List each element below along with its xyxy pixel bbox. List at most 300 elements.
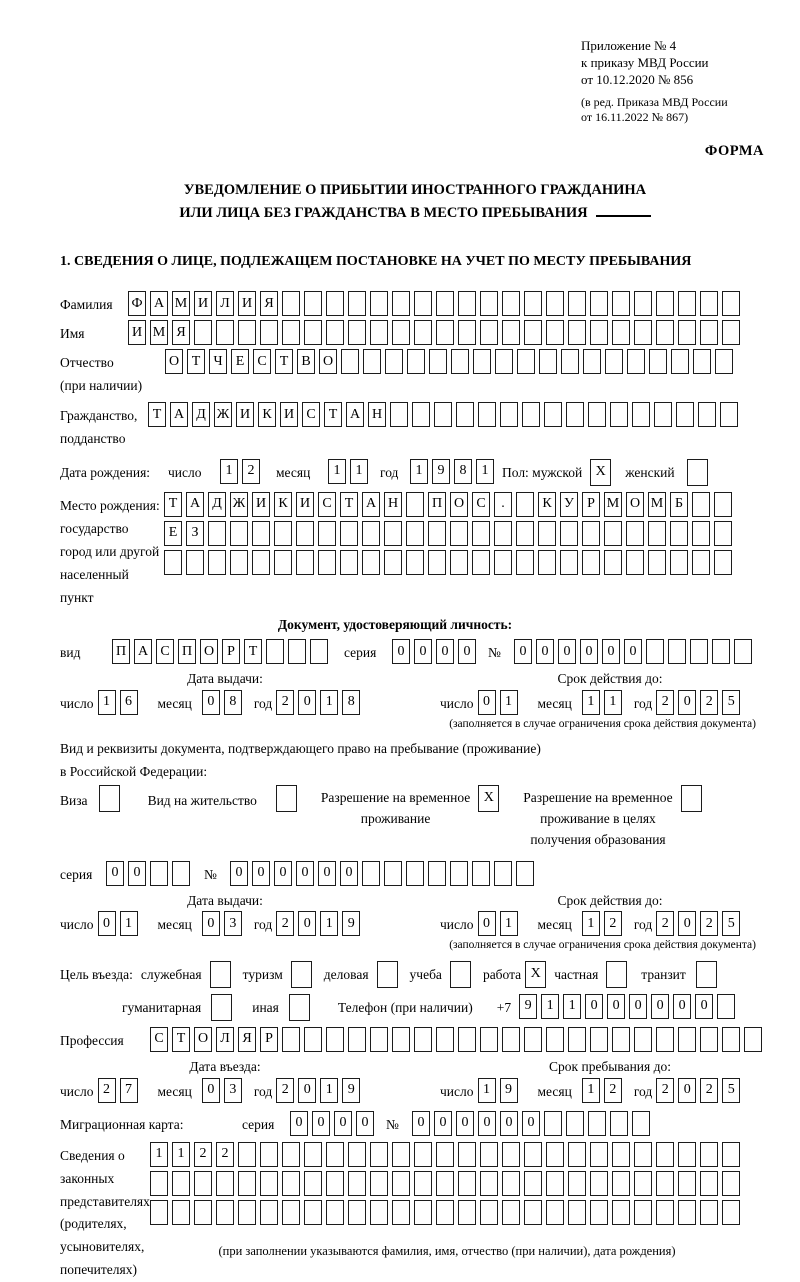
char-cell bbox=[384, 550, 402, 575]
char-cell bbox=[230, 521, 248, 546]
purpose-humanitarian-label: гуманитарная bbox=[122, 1000, 202, 1016]
char-cell: 0 bbox=[624, 639, 642, 664]
doc-series-cells bbox=[392, 639, 480, 664]
char-cell bbox=[656, 1027, 674, 1052]
birth-place-cells-row1 bbox=[164, 492, 736, 517]
char-cell bbox=[428, 521, 446, 546]
char-cell: С bbox=[156, 639, 174, 664]
char-cell: Р bbox=[222, 639, 240, 664]
char-cell: 1 bbox=[350, 459, 368, 484]
char-cell bbox=[744, 1027, 762, 1052]
char-cell bbox=[362, 521, 380, 546]
char-cell bbox=[414, 1171, 432, 1196]
expiry-date-heading: Срок действия до: bbox=[557, 892, 663, 908]
char-cell: 1 bbox=[320, 690, 338, 715]
char-cell bbox=[348, 1171, 366, 1196]
temp-permit-checkbox bbox=[478, 785, 503, 812]
char-cell bbox=[318, 521, 336, 546]
char-cell bbox=[714, 521, 732, 546]
char-cell bbox=[516, 550, 534, 575]
char-cell bbox=[172, 1171, 190, 1196]
char-cell: И bbox=[194, 291, 212, 316]
residence-permit-label: Вид на жительство bbox=[147, 792, 257, 808]
char-cell bbox=[692, 550, 710, 575]
char-cell bbox=[326, 1200, 344, 1225]
patronymic-cells bbox=[165, 349, 737, 374]
char-cell bbox=[678, 1027, 696, 1052]
char-cell: 5 bbox=[722, 690, 740, 715]
char-cell: 0 bbox=[500, 1111, 518, 1136]
char-cell bbox=[626, 550, 644, 575]
day-label: число bbox=[440, 1083, 474, 1099]
char-cell bbox=[370, 291, 388, 316]
char-cell bbox=[502, 291, 520, 316]
char-cell bbox=[150, 1200, 168, 1225]
char-cell bbox=[568, 291, 586, 316]
char-cell bbox=[172, 1200, 190, 1225]
char-cell: 2 bbox=[604, 911, 622, 936]
day-label: число bbox=[60, 1083, 94, 1099]
char-cell bbox=[429, 349, 447, 374]
form-label: ФОРМА bbox=[704, 142, 764, 159]
char-cell: 1 bbox=[604, 690, 622, 715]
char-cell bbox=[362, 861, 380, 886]
char-cell: 0 bbox=[536, 639, 554, 664]
purpose-tourism-label: туризм bbox=[242, 967, 283, 983]
char-cell bbox=[516, 521, 534, 546]
char-cell: Д bbox=[208, 492, 226, 517]
arrival-month-cells bbox=[202, 1078, 246, 1103]
char-cell: 0 bbox=[312, 1111, 330, 1136]
issue-date-heading: Дата выдачи: bbox=[187, 671, 263, 687]
char-cell bbox=[304, 1200, 322, 1225]
char-cell bbox=[654, 402, 672, 427]
sex-male-checkbox bbox=[590, 459, 615, 486]
purpose-tourism-checkbox bbox=[291, 961, 316, 988]
char-cell bbox=[722, 291, 740, 316]
char-cell bbox=[370, 1200, 388, 1225]
char-cell bbox=[568, 1027, 586, 1052]
char-cell bbox=[450, 521, 468, 546]
char-cell bbox=[480, 320, 498, 345]
purpose-label: Цель въезда: bbox=[60, 967, 133, 983]
char-cell bbox=[480, 1142, 498, 1167]
char-cell bbox=[632, 402, 650, 427]
char-cell bbox=[692, 492, 710, 517]
char-cell: М bbox=[172, 291, 190, 316]
residence-doc-intro1: Вид и реквизиты документа, подтверждающего право на пребывание (проживание) bbox=[60, 740, 541, 756]
char-cell bbox=[590, 1171, 608, 1196]
char-cell bbox=[318, 550, 336, 575]
char-cell bbox=[370, 1142, 388, 1167]
char-cell bbox=[370, 1171, 388, 1196]
char-cell bbox=[276, 785, 297, 812]
char-cell bbox=[494, 550, 512, 575]
char-cell bbox=[238, 1142, 256, 1167]
char-cell bbox=[230, 550, 248, 575]
char-cell bbox=[340, 550, 358, 575]
char-cell: Т bbox=[148, 402, 166, 427]
representatives-cells-row3 bbox=[150, 1200, 744, 1225]
purpose-work-checkbox bbox=[525, 961, 550, 988]
char-cell bbox=[524, 320, 542, 345]
char-cell: 0 bbox=[456, 1111, 474, 1136]
char-cell bbox=[472, 550, 490, 575]
char-cell: 0 bbox=[202, 1078, 220, 1103]
char-cell bbox=[304, 1142, 322, 1167]
purpose-commercial-label: деловая bbox=[323, 967, 369, 983]
char-cell: 1 bbox=[98, 690, 116, 715]
residence-doc-number-row bbox=[60, 861, 770, 886]
month-label: месяц bbox=[537, 917, 572, 933]
char-cell: 0 bbox=[673, 994, 691, 1019]
char-cell bbox=[326, 1171, 344, 1196]
char-cell bbox=[414, 1027, 432, 1052]
section1-heading: 1. СВЕДЕНИЯ О ЛИЦЕ, ПОДЛЕЖАЩЕМ ПОСТАНОВКЕ НА УЧЕТ ПО МЕСТУ ПРЕБЫВАНИЯ bbox=[60, 254, 692, 270]
char-cell: 5 bbox=[722, 1078, 740, 1103]
char-cell bbox=[648, 521, 666, 546]
char-cell bbox=[266, 639, 284, 664]
char-cell bbox=[560, 521, 578, 546]
char-cell bbox=[568, 320, 586, 345]
char-cell: Я bbox=[260, 291, 278, 316]
char-cell bbox=[700, 1027, 718, 1052]
char-cell bbox=[612, 320, 630, 345]
char-cell bbox=[310, 639, 328, 664]
char-cell: А bbox=[346, 402, 364, 427]
char-cell bbox=[288, 639, 306, 664]
char-cell: 0 bbox=[695, 994, 713, 1019]
char-cell bbox=[274, 550, 292, 575]
appendix-block bbox=[581, 38, 766, 126]
purpose-private-label: частная bbox=[554, 967, 599, 983]
char-cell bbox=[436, 291, 454, 316]
char-cell: 8 bbox=[454, 459, 472, 484]
char-cell bbox=[634, 1027, 652, 1052]
char-cell bbox=[406, 521, 424, 546]
char-cell: 1 bbox=[582, 1078, 600, 1103]
representatives-caption: (при заполнении указываются фамилия, имя, отчество (при наличии), дата рождения) bbox=[218, 1243, 676, 1258]
char-cell bbox=[627, 349, 645, 374]
char-cell bbox=[612, 1142, 630, 1167]
char-cell: 1 bbox=[328, 459, 346, 484]
char-cell bbox=[304, 1171, 322, 1196]
char-cell: 0 bbox=[522, 1111, 540, 1136]
purpose-other-checkbox bbox=[289, 994, 314, 1021]
char-cell: 0 bbox=[678, 690, 696, 715]
char-cell: Т bbox=[244, 639, 262, 664]
surname-label: Фамилия bbox=[60, 297, 113, 313]
char-cell bbox=[390, 402, 408, 427]
char-cell bbox=[392, 1171, 410, 1196]
purpose-business-checkbox bbox=[210, 961, 235, 988]
char-cell bbox=[208, 521, 226, 546]
char-cell: 0 bbox=[436, 639, 454, 664]
char-cell: Р bbox=[582, 492, 600, 517]
char-cell bbox=[690, 639, 708, 664]
issue-year-cells bbox=[276, 690, 364, 715]
char-cell bbox=[450, 550, 468, 575]
char-cell: 0 bbox=[478, 690, 496, 715]
given-name-row bbox=[60, 320, 770, 345]
char-cell bbox=[238, 1200, 256, 1225]
amendment-line: (в ред. Приказа МВД России bbox=[581, 94, 728, 109]
char-cell bbox=[606, 961, 627, 988]
arrival-date-heading: Дата въезда: bbox=[189, 1059, 261, 1075]
char-cell: 2 bbox=[242, 459, 260, 484]
char-cell: 0 bbox=[296, 861, 314, 886]
char-cell: И bbox=[236, 402, 254, 427]
char-cell bbox=[164, 550, 182, 575]
char-cell bbox=[451, 349, 469, 374]
char-cell: 6 bbox=[120, 690, 138, 715]
char-cell: 0 bbox=[318, 861, 336, 886]
char-cell bbox=[252, 521, 270, 546]
surname-cells bbox=[128, 291, 744, 316]
char-cell: 0 bbox=[478, 1111, 496, 1136]
day-label: число bbox=[440, 695, 474, 711]
migration-series-label: серия bbox=[242, 1116, 275, 1132]
char-cell bbox=[428, 861, 446, 886]
char-cell bbox=[678, 1200, 696, 1225]
char-cell: П bbox=[112, 639, 130, 664]
visa-option bbox=[60, 785, 124, 812]
month-label: месяц bbox=[537, 1083, 572, 1099]
phone-label: Телефон (при наличии) bbox=[337, 1000, 473, 1016]
doc-series-label: серия bbox=[344, 645, 377, 661]
doc-number-label: № bbox=[488, 645, 501, 661]
char-cell bbox=[502, 320, 520, 345]
birth-year-cells bbox=[410, 459, 498, 484]
char-cell: 1 bbox=[220, 459, 238, 484]
char-cell: 2 bbox=[700, 1078, 718, 1103]
char-cell bbox=[274, 521, 292, 546]
char-cell bbox=[370, 1027, 388, 1052]
char-cell bbox=[210, 961, 231, 988]
char-cell bbox=[326, 1027, 344, 1052]
char-cell bbox=[546, 1142, 564, 1167]
char-cell bbox=[722, 1142, 740, 1167]
migration-number-label: № bbox=[386, 1116, 399, 1132]
char-cell bbox=[362, 550, 380, 575]
char-cell bbox=[194, 1171, 212, 1196]
char-cell: 2 bbox=[604, 1078, 622, 1103]
char-cell: П bbox=[178, 639, 196, 664]
month-label: месяц bbox=[157, 695, 192, 711]
char-cell: З bbox=[186, 521, 204, 546]
birth-date-label: Дата рождения: bbox=[60, 465, 151, 481]
char-cell: 0 bbox=[334, 1111, 352, 1136]
char-cell: И bbox=[280, 402, 298, 427]
residence-doc-options bbox=[60, 785, 770, 851]
surname-row bbox=[60, 291, 770, 316]
char-cell: 0 bbox=[340, 861, 358, 886]
char-cell bbox=[590, 320, 608, 345]
char-cell: 0 bbox=[98, 911, 116, 936]
char-cell bbox=[478, 402, 496, 427]
char-cell: Е bbox=[164, 521, 182, 546]
char-cell bbox=[566, 402, 584, 427]
issue-month-cells bbox=[202, 690, 246, 715]
char-cell: 1 bbox=[120, 911, 138, 936]
char-cell bbox=[720, 402, 738, 427]
char-cell bbox=[458, 1027, 476, 1052]
char-cell bbox=[524, 1027, 542, 1052]
char-cell: 0 bbox=[607, 994, 625, 1019]
char-cell: Н bbox=[368, 402, 386, 427]
char-cell bbox=[282, 1027, 300, 1052]
char-cell bbox=[348, 291, 366, 316]
char-cell bbox=[428, 550, 446, 575]
char-cell: 2 bbox=[194, 1142, 212, 1167]
char-cell bbox=[700, 320, 718, 345]
char-cell bbox=[436, 320, 454, 345]
birth-place-cells-row3 bbox=[164, 550, 736, 575]
year-label: год bbox=[253, 1083, 273, 1099]
char-cell bbox=[648, 550, 666, 575]
char-cell: 0 bbox=[412, 1111, 430, 1136]
permit-issue-month-cells bbox=[202, 911, 246, 936]
char-cell: 2 bbox=[656, 911, 674, 936]
char-cell: X bbox=[478, 785, 499, 812]
char-cell bbox=[590, 291, 608, 316]
char-cell bbox=[282, 1200, 300, 1225]
char-cell bbox=[678, 1142, 696, 1167]
profession-label: Профессия bbox=[60, 1033, 124, 1049]
char-cell: О bbox=[450, 492, 468, 517]
char-cell: И bbox=[252, 492, 270, 517]
year-label: год bbox=[253, 917, 273, 933]
char-cell: 9 bbox=[342, 911, 360, 936]
char-cell bbox=[722, 320, 740, 345]
char-cell bbox=[700, 1142, 718, 1167]
char-cell bbox=[538, 550, 556, 575]
identity-doc-dates bbox=[60, 670, 770, 715]
visa-checkbox bbox=[99, 785, 124, 812]
char-cell: О bbox=[165, 349, 183, 374]
purpose-study-checkbox bbox=[450, 961, 475, 988]
char-cell bbox=[458, 1142, 476, 1167]
purpose-commercial-checkbox bbox=[377, 961, 402, 988]
char-cell: О bbox=[626, 492, 644, 517]
stay-month-cells bbox=[582, 1078, 626, 1103]
phone-cells bbox=[519, 994, 739, 1019]
purpose-other-label: иная bbox=[252, 1000, 279, 1016]
char-cell bbox=[289, 994, 310, 1021]
issue-date-heading: Дата выдачи: bbox=[187, 892, 263, 908]
char-cell bbox=[384, 521, 402, 546]
char-cell bbox=[700, 1171, 718, 1196]
char-cell: 0 bbox=[106, 861, 124, 886]
char-cell bbox=[634, 1171, 652, 1196]
char-cell bbox=[436, 1027, 454, 1052]
char-cell bbox=[700, 1200, 718, 1225]
char-cell bbox=[473, 349, 491, 374]
day-label: число bbox=[440, 917, 474, 933]
char-cell bbox=[326, 320, 344, 345]
doc-type-cells bbox=[112, 639, 332, 664]
char-cell: 0 bbox=[678, 911, 696, 936]
birth-place-block bbox=[60, 492, 770, 610]
char-cell bbox=[150, 1171, 168, 1196]
char-cell: Я bbox=[238, 1027, 256, 1052]
char-cell bbox=[340, 521, 358, 546]
char-cell bbox=[348, 1142, 366, 1167]
char-cell bbox=[406, 550, 424, 575]
char-cell: Ж bbox=[214, 402, 232, 427]
char-cell: М bbox=[150, 320, 168, 345]
given-name-cells bbox=[128, 320, 744, 345]
permit-series-label: серия bbox=[60, 866, 93, 882]
char-cell bbox=[634, 320, 652, 345]
char-cell bbox=[414, 320, 432, 345]
char-cell bbox=[696, 961, 717, 988]
permit-issue-year-cells bbox=[276, 911, 364, 936]
char-cell bbox=[472, 521, 490, 546]
char-cell bbox=[450, 961, 471, 988]
representatives-label: Сведения о законных представителях (родителях, усыновителях, попечителях) bbox=[60, 1147, 150, 1278]
char-cell: А bbox=[362, 492, 380, 517]
char-cell: И bbox=[238, 291, 256, 316]
char-cell: Н bbox=[384, 492, 402, 517]
char-cell bbox=[538, 521, 556, 546]
char-cell bbox=[656, 320, 674, 345]
birth-date-row bbox=[60, 459, 770, 486]
char-cell bbox=[150, 861, 168, 886]
char-cell bbox=[392, 1027, 410, 1052]
doc-number-cells bbox=[514, 639, 756, 664]
char-cell: Ф bbox=[128, 291, 146, 316]
purpose-work-label: работа bbox=[482, 967, 522, 983]
char-cell bbox=[612, 291, 630, 316]
char-cell: 1 bbox=[320, 911, 338, 936]
char-cell: Ж bbox=[230, 492, 248, 517]
char-cell bbox=[458, 291, 476, 316]
purpose-business-label: служебная bbox=[140, 967, 202, 983]
char-cell: Т bbox=[172, 1027, 190, 1052]
appendix-line: Приложение № 4 bbox=[581, 38, 677, 53]
permit-issue-day-cells bbox=[98, 911, 142, 936]
char-cell: 1 bbox=[563, 994, 581, 1019]
char-cell bbox=[546, 291, 564, 316]
char-cell bbox=[524, 1200, 542, 1225]
representatives-block bbox=[60, 1142, 770, 1282]
char-cell: 0 bbox=[298, 911, 316, 936]
char-cell bbox=[480, 291, 498, 316]
char-cell bbox=[304, 320, 322, 345]
char-cell bbox=[370, 320, 388, 345]
stay-year-cells bbox=[656, 1078, 744, 1103]
char-cell bbox=[392, 1142, 410, 1167]
char-cell bbox=[99, 785, 120, 812]
char-cell bbox=[656, 1142, 674, 1167]
char-cell bbox=[480, 1027, 498, 1052]
char-cell: Т bbox=[340, 492, 358, 517]
char-cell: 9 bbox=[432, 459, 450, 484]
char-cell: 1 bbox=[410, 459, 428, 484]
char-cell bbox=[714, 492, 732, 517]
char-cell bbox=[348, 1027, 366, 1052]
edu-permit-checkbox bbox=[681, 785, 706, 812]
char-cell: М bbox=[648, 492, 666, 517]
char-cell bbox=[291, 961, 312, 988]
char-cell bbox=[480, 1171, 498, 1196]
char-cell: К bbox=[538, 492, 556, 517]
char-cell: 2 bbox=[276, 690, 294, 715]
migration-series-cells bbox=[290, 1111, 378, 1136]
char-cell bbox=[522, 402, 540, 427]
permit-expiry-day-cells bbox=[478, 911, 522, 936]
